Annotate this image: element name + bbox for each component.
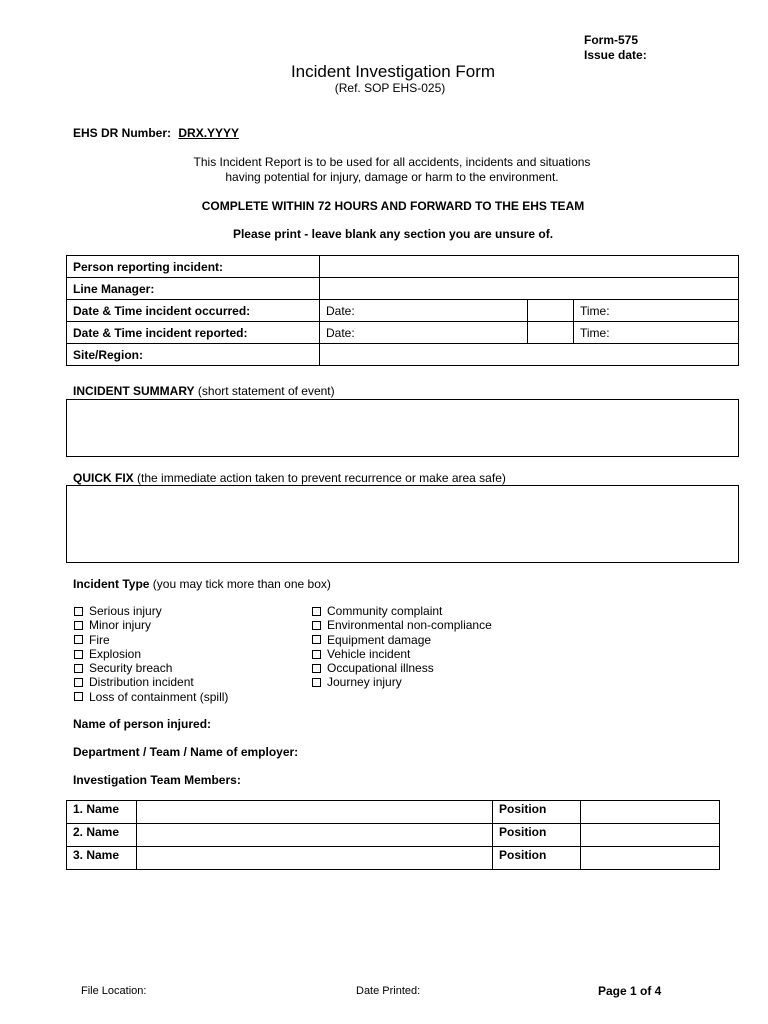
ehs-dr-label: EHS DR Number:	[73, 126, 172, 140]
form-number: Form-575	[584, 33, 639, 47]
page-number: Page 1 of 4	[598, 984, 662, 998]
incident-summary-label: INCIDENT SUMMARY	[73, 384, 195, 398]
person-reporting-label: Person reporting incident:	[67, 256, 320, 278]
date-label: Date:	[326, 303, 355, 318]
checkbox-icon[interactable]	[74, 607, 83, 616]
time-label: Time:	[580, 303, 610, 318]
checkbox-label: Community complaint	[327, 604, 443, 618]
quick-fix-box[interactable]	[66, 485, 739, 563]
form-number-block	[584, 33, 647, 63]
print-notice: Please print - leave blank any section you are unsure of.	[232, 227, 554, 241]
table-row	[67, 256, 739, 278]
complete-notice: COMPLETE WITHIN 72 HOURS AND FORWARD TO THE EHS TEAM	[201, 199, 585, 213]
checkbox-item[interactable]	[73, 604, 228, 618]
team-members-label: Investigation Team Members:	[73, 773, 241, 787]
checkbox-item[interactable]	[73, 633, 228, 647]
table-row	[67, 824, 720, 847]
team-members-table	[66, 800, 720, 870]
checkbox-label: Minor injury	[89, 618, 152, 633]
ehs-dr-number	[73, 126, 239, 140]
incident-summary-box[interactable]	[66, 399, 739, 457]
table-row	[67, 344, 739, 366]
department-label: Department / Team / Name of employer:	[73, 745, 299, 759]
incident-type-hint: (you may tick more than one box)	[152, 577, 331, 591]
reported-date-field[interactable]	[320, 322, 528, 344]
person-reporting-field[interactable]	[320, 256, 739, 278]
date-label: Date:	[326, 325, 355, 340]
checkbox-item[interactable]	[73, 675, 228, 689]
checkbox-label: Security breach	[89, 661, 173, 676]
reference-subtitle: (Ref. SOP EHS-025)	[334, 81, 446, 95]
checkbox-label: Loss of containment (spill)	[89, 689, 229, 704]
checkbox-label: Occupational illness	[327, 661, 434, 676]
checkbox-icon[interactable]	[312, 664, 321, 673]
table-row	[67, 278, 739, 300]
table-row	[67, 300, 739, 322]
checkbox-icon[interactable]	[312, 678, 321, 687]
reported-extra-field[interactable]	[528, 322, 574, 344]
checkbox-icon[interactable]	[74, 650, 83, 659]
checkbox-item[interactable]	[311, 633, 492, 647]
team-name-field[interactable]	[137, 847, 493, 870]
team-position-field[interactable]	[581, 824, 720, 847]
checkbox-icon[interactable]	[74, 664, 83, 673]
table-row	[67, 322, 739, 344]
team-name-field[interactable]	[137, 801, 493, 824]
team-position-label: Position	[493, 847, 581, 870]
site-region-label: Site/Region:	[67, 344, 320, 366]
incident-summary-hint: (short statement of event)	[197, 384, 335, 398]
ehs-dr-value[interactable]: DRX.YYYY	[178, 126, 240, 140]
incident-type-left-list	[73, 604, 228, 704]
intro-line-2: having potential for injury, damage or harm to the environment.	[225, 170, 559, 184]
date-printed-label: Date Printed:	[356, 985, 421, 997]
checkbox-item[interactable]	[73, 661, 228, 675]
checkbox-label: Environmental non-compliance	[327, 618, 492, 633]
checkbox-icon[interactable]	[74, 692, 83, 701]
checkbox-label: Distribution incident	[89, 675, 194, 690]
occurred-extra-field[interactable]	[528, 300, 574, 322]
team-name-label: 3. Name	[67, 847, 137, 870]
quick-fix-label: QUICK FIX	[73, 471, 134, 485]
file-location-label: File Location:	[81, 985, 147, 997]
checkbox-icon[interactable]	[74, 635, 83, 644]
page-title: Incident Investigation Form	[290, 62, 496, 81]
quick-fix-heading	[73, 471, 506, 485]
checkbox-icon[interactable]	[74, 678, 83, 687]
checkbox-item[interactable]	[73, 690, 228, 704]
team-name-label: 1. Name	[67, 801, 137, 824]
occurred-date-field[interactable]	[320, 300, 528, 322]
issue-date-label: Issue date:	[584, 48, 647, 62]
table-row	[67, 801, 720, 824]
checkbox-label: Explosion	[89, 646, 142, 661]
team-name-label: 2. Name	[67, 824, 137, 847]
checkbox-item[interactable]	[311, 618, 492, 632]
checkbox-item[interactable]	[311, 647, 492, 661]
time-label: Time:	[580, 325, 610, 340]
line-manager-label: Line Manager:	[67, 278, 320, 300]
checkbox-icon[interactable]	[312, 635, 321, 644]
intro-text	[0, 155, 768, 185]
incident-summary-heading	[73, 384, 335, 398]
table-row	[67, 847, 720, 870]
incident-type-heading	[73, 577, 331, 591]
line-manager-field[interactable]	[320, 278, 739, 300]
checkbox-label: Equipment damage	[327, 632, 432, 647]
checkbox-label: Journey injury	[327, 675, 402, 690]
reported-time-field[interactable]	[574, 322, 739, 344]
incident-type-label: Incident Type	[73, 577, 150, 591]
checkbox-icon[interactable]	[312, 607, 321, 616]
quick-fix-hint: (the immediate action taken to prevent recurrence or make area safe)	[137, 471, 506, 485]
person-injured-label: Name of person injured:	[73, 717, 212, 731]
team-position-label: Position	[493, 824, 581, 847]
team-position-label: Position	[493, 801, 581, 824]
intro-line-1: This Incident Report is to be used for all accidents, incidents and situations	[193, 155, 591, 169]
team-position-field[interactable]	[581, 847, 720, 870]
team-position-field[interactable]	[581, 801, 720, 824]
site-region-field[interactable]	[320, 344, 739, 366]
occurred-label: Date & Time incident occurred:	[67, 300, 320, 322]
checkbox-icon[interactable]	[312, 621, 321, 630]
details-table	[66, 255, 739, 366]
checkbox-icon[interactable]	[312, 650, 321, 659]
team-name-field[interactable]	[137, 824, 493, 847]
incident-type-right-list	[311, 604, 492, 690]
checkbox-label: Vehicle incident	[327, 646, 411, 661]
checkbox-icon[interactable]	[74, 621, 83, 630]
checkbox-item[interactable]	[73, 647, 228, 661]
checkbox-item[interactable]	[311, 661, 492, 675]
occurred-time-field[interactable]	[574, 300, 739, 322]
checkbox-item[interactable]	[311, 604, 492, 618]
checkbox-label: Serious injury	[89, 604, 162, 618]
checkbox-label: Fire	[89, 632, 110, 647]
checkbox-item[interactable]	[311, 675, 492, 689]
reported-label: Date & Time incident reported:	[67, 322, 320, 344]
checkbox-item[interactable]	[73, 618, 228, 632]
